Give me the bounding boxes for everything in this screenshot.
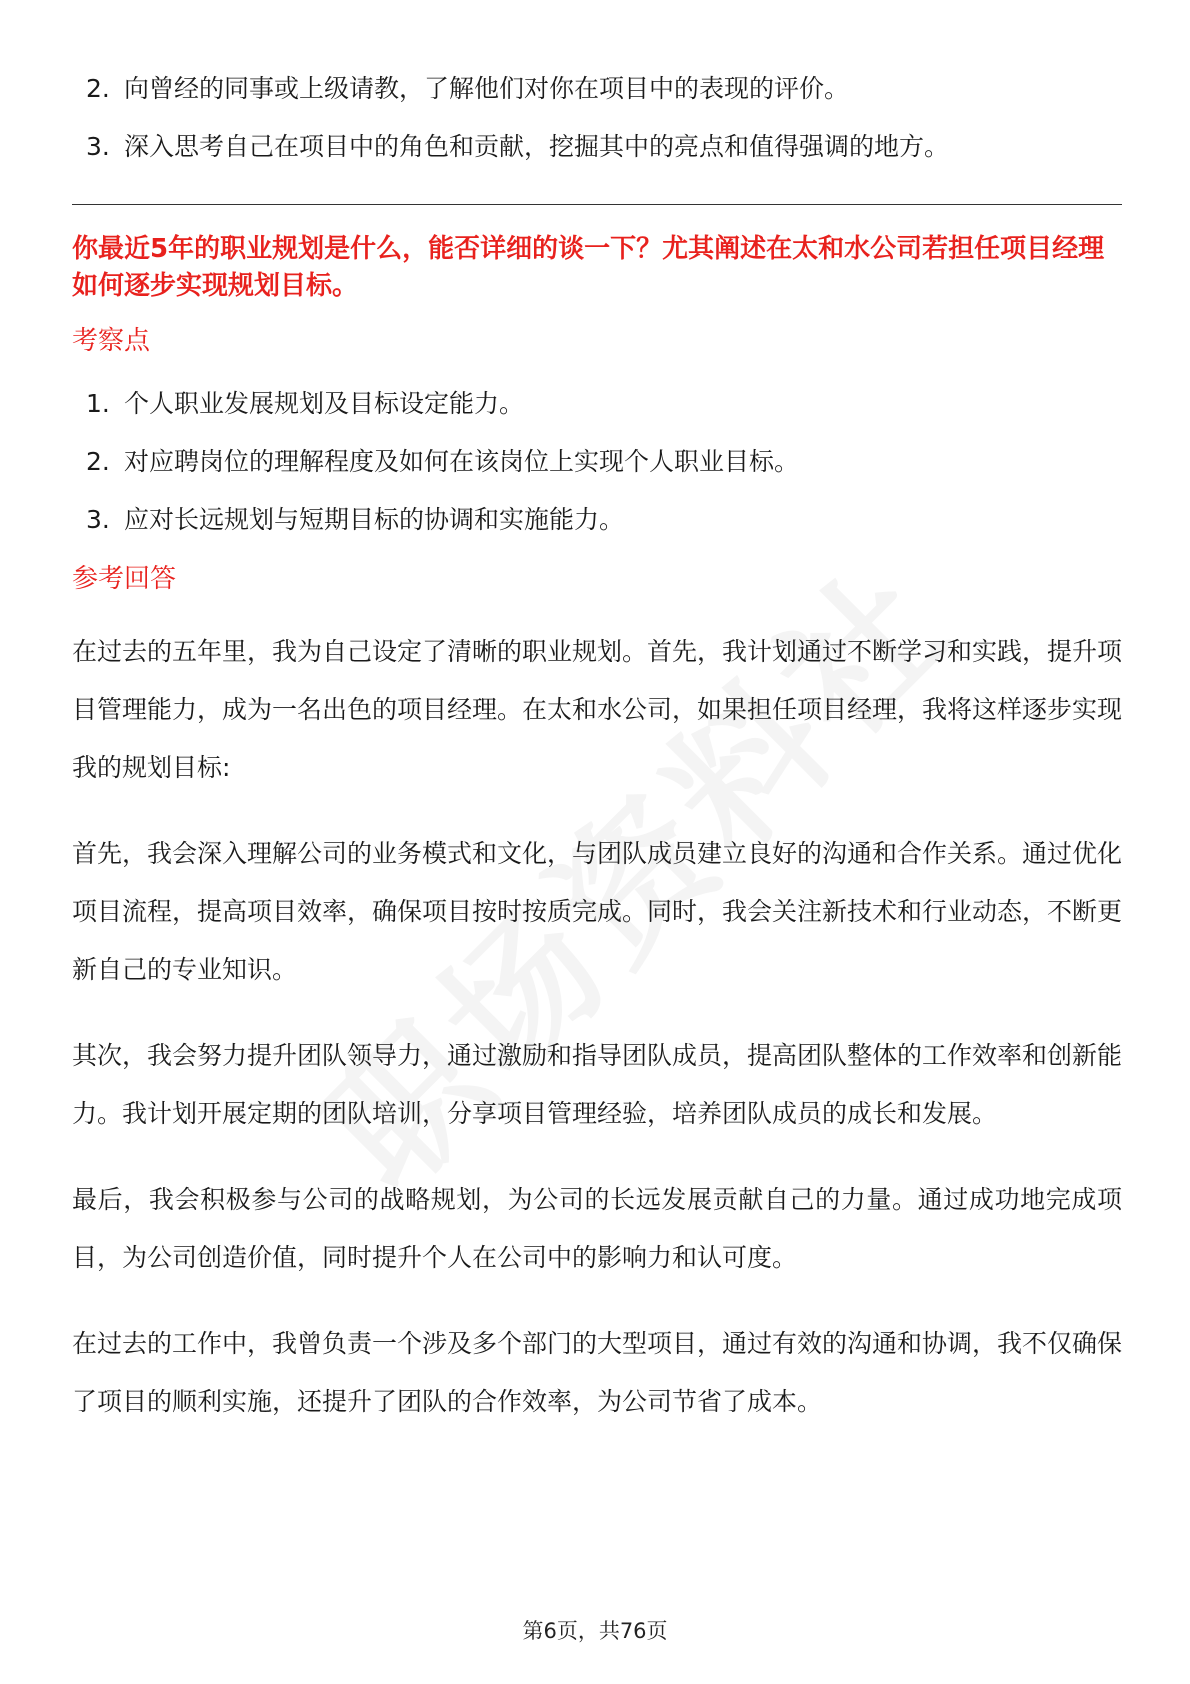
list-item-text: 对应聘岗位的理解程度及如何在该岗位上实现个人职业目标。 — [124, 447, 800, 476]
assessment-list — [72, 387, 1122, 537]
list-item-number: 2. — [86, 74, 110, 103]
list-item — [72, 445, 1122, 479]
list-item — [72, 387, 1122, 421]
list-item — [72, 503, 1122, 537]
list-item-number: 3. — [86, 505, 110, 534]
question-heading: 你最近5年的职业规划是什么，能否详细的谈一下？尤其阐述在太和水公司若担任项目经理如何逐步实现规划目标。 — [72, 234, 1105, 301]
list-item-text: 应对长远规划与短期目标的协调和实施能力。 — [124, 505, 625, 534]
list-item-text: 深入思考自己在项目中的角色和贡献，挖掘其中的亮点和值得强调的地方。 — [124, 132, 950, 161]
list-item-number: 2. — [86, 447, 110, 476]
list-item-text: 向曾经的同事或上级请教，了解他们对你在项目中的表现的评价。 — [124, 74, 850, 103]
list-item-number: 1. — [86, 389, 110, 418]
answer-paragraph: 在过去的五年里，我为自己设定了清晰的职业规划。首先，我计划通过不断学习和实践，提升项目管理能力，成为一名出色的项目经理。在太和水公司，如果担任项目经理，我将这样逐步实现我的规划目标: — [72, 637, 1123, 782]
page-content — [72, 72, 1122, 1459]
list-item-text: 个人职业发展规划及目标设定能力。 — [124, 389, 525, 418]
answer-paragraph: 其次，我会努力提升团队领导力，通过激励和指导团队成员，提高团队整体的工作效率和创新能力。我计划开展定期的团队培训，分享项目管理经验，培养团队成员的成长和发展。 — [72, 1041, 1123, 1128]
intro-list — [72, 72, 1122, 164]
answer-paragraph: 首先，我会深入理解公司的业务模式和文化，与团队成员建立良好的沟通和合作关系。通过优化项目流程，提高项目效率，确保项目按时按质完成。同时，我会关注新技术和行业动态，不断更新自己的专业知识。 — [72, 839, 1123, 984]
answer-title: 参考回答 — [72, 564, 177, 594]
assessment-title: 考察点 — [72, 326, 151, 356]
answer-paragraph: 最后，我会积极参与公司的战略规划，为公司的长远发展贡献自己的力量。通过成功地完成项目，为公司创造价值，同时提升个人在公司中的影响力和认可度。 — [72, 1185, 1122, 1272]
list-item — [72, 72, 1122, 106]
page-footer: 第6页，共76页 — [522, 1619, 668, 1643]
list-item-number: 3. — [86, 132, 110, 161]
list-item — [72, 130, 1122, 164]
section-divider — [72, 204, 1122, 205]
answer-paragraph: 在过去的工作中，我曾负责一个涉及多个部门的大型项目，通过有效的沟通和协调，我不仅确保了项目的顺利实施，还提升了团队的合作效率，为公司节省了成本。 — [72, 1329, 1123, 1416]
